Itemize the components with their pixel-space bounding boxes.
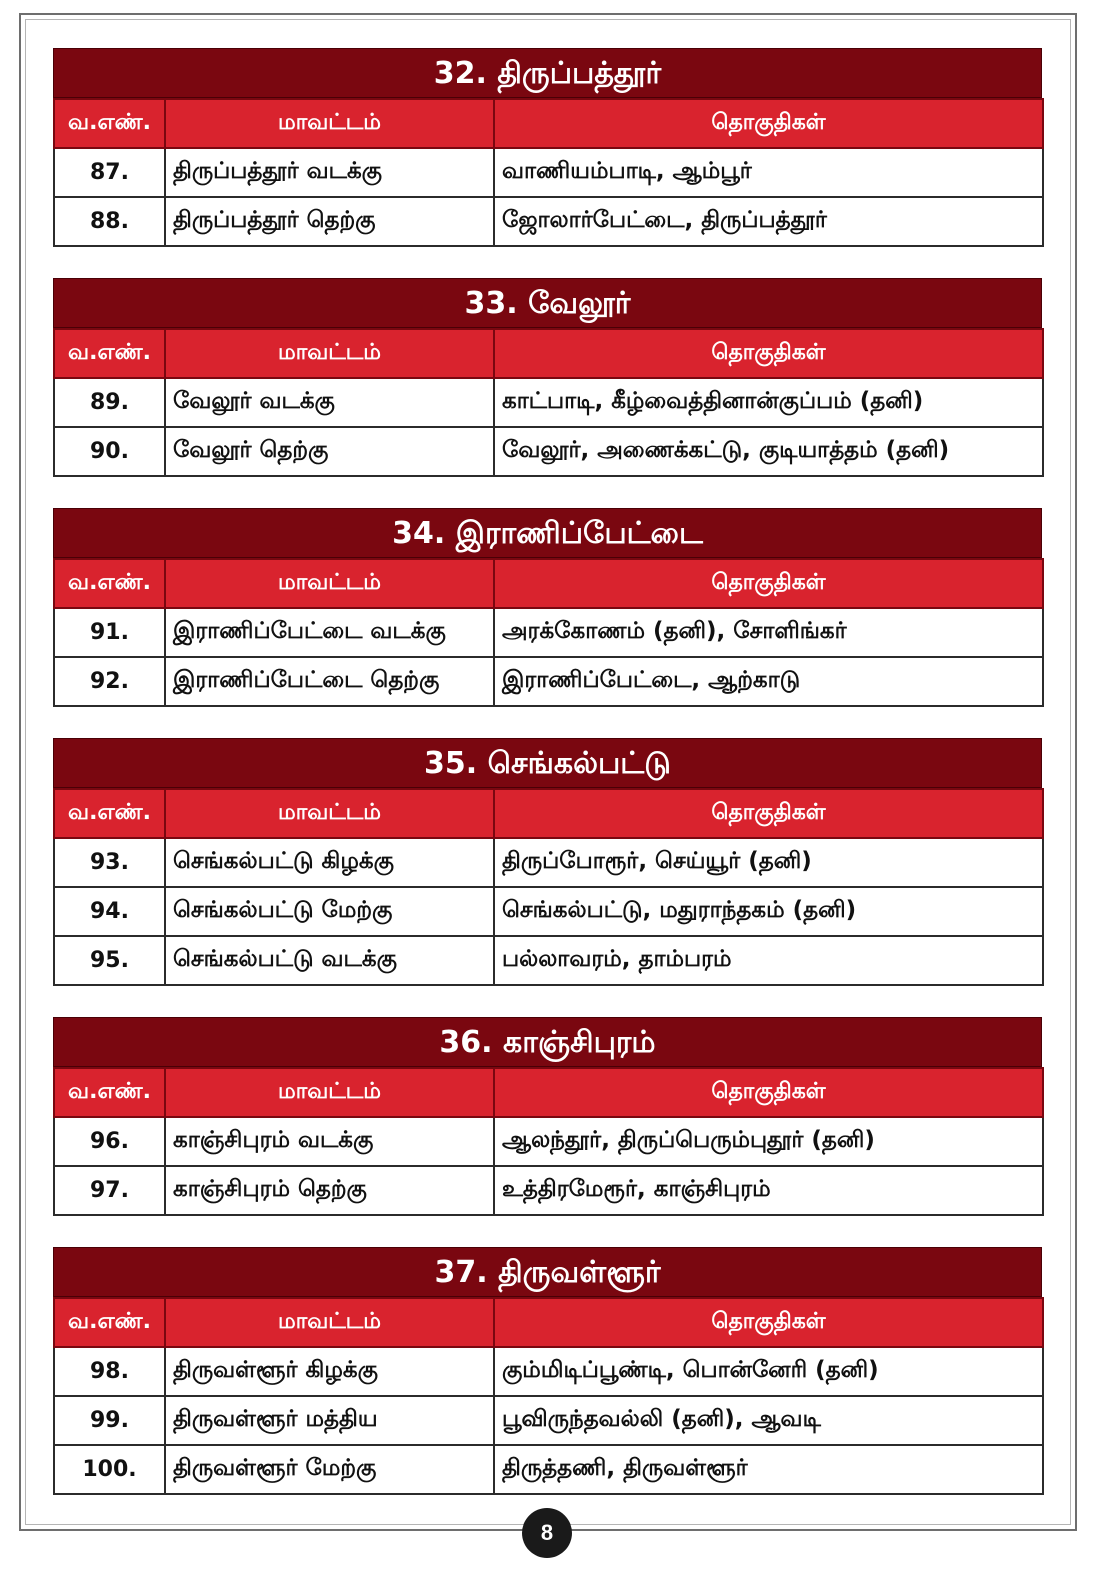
row-number: 87. [54, 148, 165, 197]
row-number: 91. [54, 608, 165, 657]
header-serial: வ.எண். [54, 1068, 165, 1117]
row-number: 88. [54, 197, 165, 246]
row-number: 98. [54, 1347, 165, 1396]
table-header-row [54, 1068, 1043, 1117]
header-serial: வ.எண். [54, 1298, 165, 1347]
district-section [53, 278, 1042, 477]
row-number: 90. [54, 427, 165, 476]
row-number: 94. [54, 887, 165, 936]
district-section [53, 1017, 1042, 1216]
row-district: திருவள்ளூர் மேற்கு [165, 1445, 494, 1494]
row-district: செங்கல்பட்டு கிழக்கு [165, 838, 494, 887]
table-header-row [54, 329, 1043, 378]
district-table [53, 1067, 1044, 1216]
row-district: செங்கல்பட்டு மேற்கு [165, 887, 494, 936]
row-constituencies: திருத்தணி, திருவள்ளூர் [494, 1445, 1043, 1494]
table-row [54, 657, 1043, 706]
district-table [53, 328, 1044, 477]
header-district: மாவட்டம் [165, 559, 494, 608]
section-title: 36. காஞ்சிபுரம் [53, 1017, 1042, 1067]
section-title: 35. செங்கல்பட்டு [53, 738, 1042, 788]
row-number: 92. [54, 657, 165, 706]
row-district: திருவள்ளூர் கிழக்கு [165, 1347, 494, 1396]
row-constituencies: இராணிப்பேட்டை, ஆற்காடு [494, 657, 1043, 706]
row-district: இராணிப்பேட்டை தெற்கு [165, 657, 494, 706]
district-section [53, 508, 1042, 707]
header-constituencies: தொகுதிகள் [494, 789, 1043, 838]
table-row [54, 1445, 1043, 1494]
table-row [54, 936, 1043, 985]
row-constituencies: திருப்போரூர், செய்யூர் (தனி) [494, 838, 1043, 887]
header-serial: வ.எண். [54, 789, 165, 838]
district-table [53, 1297, 1044, 1495]
row-constituencies: பல்லாவரம், தாம்பரம் [494, 936, 1043, 985]
table-row [54, 838, 1043, 887]
row-district: வேலூர் தெற்கு [165, 427, 494, 476]
section-title: 33. வேலூர் [53, 278, 1042, 328]
header-district: மாவட்டம் [165, 329, 494, 378]
header-district: மாவட்டம் [165, 789, 494, 838]
table-row [54, 378, 1043, 427]
table-row [54, 427, 1043, 476]
header-constituencies: தொகுதிகள் [494, 1068, 1043, 1117]
row-number: 97. [54, 1166, 165, 1215]
row-number: 99. [54, 1396, 165, 1445]
district-table [53, 98, 1044, 247]
row-number: 100. [54, 1445, 165, 1494]
header-constituencies: தொகுதிகள் [494, 329, 1043, 378]
row-district: காஞ்சிபுரம் தெற்கு [165, 1166, 494, 1215]
district-section [53, 1247, 1042, 1495]
row-constituencies: அரக்கோணம் (தனி), சோளிங்கர் [494, 608, 1043, 657]
row-constituencies: பூவிருந்தவல்லி (தனி), ஆவடி [494, 1396, 1043, 1445]
row-number: 93. [54, 838, 165, 887]
row-district: செங்கல்பட்டு வடக்கு [165, 936, 494, 985]
table-row [54, 1347, 1043, 1396]
table-row [54, 148, 1043, 197]
table-row [54, 1117, 1043, 1166]
district-section [53, 48, 1042, 247]
table-header-row [54, 1298, 1043, 1347]
row-number: 96. [54, 1117, 165, 1166]
district-section [53, 738, 1042, 986]
header-constituencies: தொகுதிகள் [494, 99, 1043, 148]
header-district: மாவட்டம் [165, 1068, 494, 1117]
section-title: 32. திருப்பத்தூர் [53, 48, 1042, 98]
header-serial: வ.எண். [54, 329, 165, 378]
section-title: 34. இராணிப்பேட்டை [53, 508, 1042, 558]
row-number: 95. [54, 936, 165, 985]
table-header-row [54, 99, 1043, 148]
row-constituencies: காட்பாடி, கீழ்வைத்தினான்குப்பம் (தனி) [494, 378, 1043, 427]
header-district: மாவட்டம் [165, 99, 494, 148]
table-row [54, 197, 1043, 246]
row-constituencies: ஜோலார்பேட்டை, திருப்பத்தூர் [494, 197, 1043, 246]
header-serial: வ.எண். [54, 99, 165, 148]
row-district: திருவள்ளூர் மத்திய [165, 1396, 494, 1445]
table-header-row [54, 559, 1043, 608]
row-constituencies: உத்திரமேரூர், காஞ்சிபுரம் [494, 1166, 1043, 1215]
row-constituencies: வேலூர், அணைக்கட்டு, குடியாத்தம் (தனி) [494, 427, 1043, 476]
row-district: வேலூர் வடக்கு [165, 378, 494, 427]
row-constituencies: ஆலந்தூர், திருப்பெரும்புதூர் (தனி) [494, 1117, 1043, 1166]
table-row [54, 608, 1043, 657]
section-title: 37. திருவள்ளூர் [53, 1247, 1042, 1297]
row-number: 89. [54, 378, 165, 427]
district-table [53, 558, 1044, 707]
table-row [54, 1396, 1043, 1445]
row-constituencies: வாணியம்பாடி, ஆம்பூர் [494, 148, 1043, 197]
page-number-badge: 8 [522, 1508, 572, 1558]
header-serial: வ.எண். [54, 559, 165, 608]
row-constituencies: செங்கல்பட்டு, மதுராந்தகம் (தனி) [494, 887, 1043, 936]
row-district: இராணிப்பேட்டை வடக்கு [165, 608, 494, 657]
row-district: காஞ்சிபுரம் வடக்கு [165, 1117, 494, 1166]
row-district: திருப்பத்தூர் தெற்கு [165, 197, 494, 246]
row-district: திருப்பத்தூர் வடக்கு [165, 148, 494, 197]
table-row [54, 1166, 1043, 1215]
header-district: மாவட்டம் [165, 1298, 494, 1347]
table-header-row [54, 789, 1043, 838]
district-table [53, 788, 1044, 986]
table-row [54, 887, 1043, 936]
row-constituencies: கும்மிடிப்பூண்டி, பொன்னேரி (தனி) [494, 1347, 1043, 1396]
header-constituencies: தொகுதிகள் [494, 559, 1043, 608]
header-constituencies: தொகுதிகள் [494, 1298, 1043, 1347]
